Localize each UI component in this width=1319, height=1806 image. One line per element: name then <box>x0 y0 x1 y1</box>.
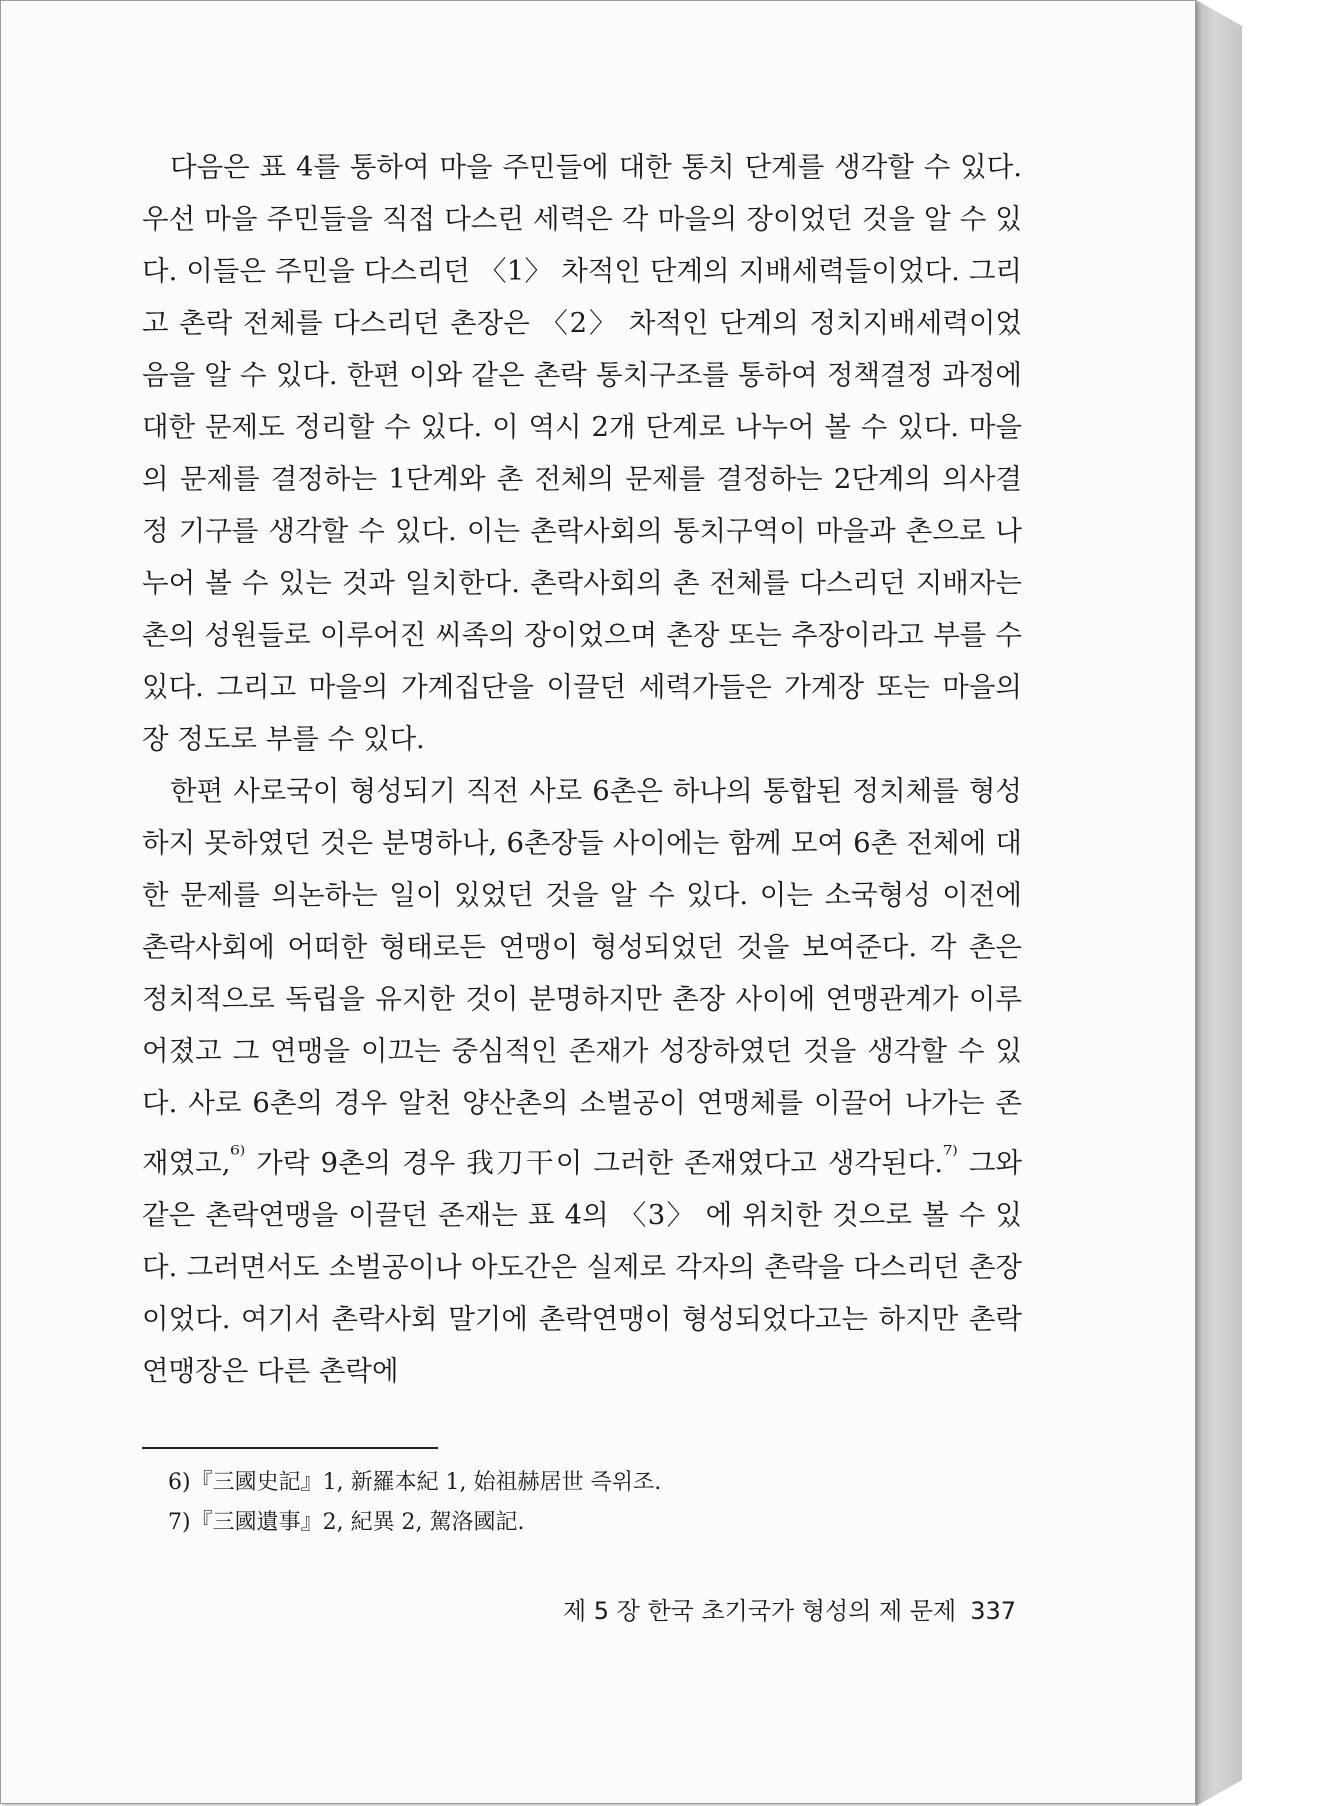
paragraph-1: 다음은 표 4를 통하여 마을 주민들에 대한 통치 단계를 생각할 수 있다. 우선 마을 주민들을 직접 다스린 세력은 각 마을의 장이었던 것을 알 수 있다. 이들은 주민을 다스리던 〈1〉 차적인 단계의 지배세력들이었다. 그리고 촌락 전체를 다스리던 촌장은 〈2〉 차적인 단계의 정치지배세력이었음을 알 수 있다. 한편 이와 같은 촌락 통치구조를 통하여 정책결정 과정에 대한 문제도 정리할 수 있다. 이 역시 2개 단계로 나누어 볼 수 있다. 마을의 문제를 결정하는 1단계와 촌 전체의 문제를 결정하는 2단계의 의사결정 기구를 생각할 수 있다. 이는 촌락사회의 통치구역이 마을과 촌으로 나누어 볼 수 있는 것과 일치한다. 촌락사회의 촌 전체를 다스리던 지배자는 촌의 성원들로 이루어진 씨족의 장이었으며 촌장 또는 추장이라고 부를 수 있다. 그리고 마을의 가계집단을 이끌던 세력가들은 가계장 또는 마을의 장 정도로 부를 수 있다. <box>142 151 1022 755</box>
running-footer <box>561 1591 1016 1626</box>
footnote-divider <box>142 1447 438 1449</box>
page-number: 337 <box>970 1597 1016 1625</box>
footnote-6: 6)『三國史記』1, 新羅本紀 1, 始祖赫居世 즉위조. <box>168 1470 662 1495</box>
paragraph-2-part-2: 가락 9촌의 경우 我刀干이 그러한 존재였다고 생각된다. <box>245 1147 943 1180</box>
chapter-title: 제 5 장 한국 초기국가 형성의 제 문제 <box>562 1597 957 1625</box>
paragraph-2-part-1: 한편 사로국이 형성되기 직전 사로 6촌은 하나의 통합된 정치체를 형성하지 못하였던 것은 분명하나, 6촌장들 사이에는 함께 모여 6촌 전체에 대한 문제를 의논하는 일이 있었던 것을 알 수 있다. 이는 소국형성 이전에 촌락사회에 어떠한 형태로든 연맹이 형성되었던 것을 보여준다. 각 촌은 정치적으로 독립을 유지한 것이 분명하지만 촌장 사이에 연맹관계가 이루어졌고 그 연맹을 이끄는 중심적인 존재가 성장하였던 것을 생각할 수 있다. 사로 6촌의 경우 알천 양산촌의 소벌공이 연맹체를 이끌어 나가는 존재였고, <box>142 775 1022 1180</box>
body-text <box>142 141 1022 1397</box>
paragraph-2 <box>142 765 1022 1397</box>
footnote-7: 7)『三國遺事』2, 紀異 2, 駕洛國記. <box>168 1510 525 1535</box>
footnote-ref-7: ⁷⁾ <box>943 1142 958 1168</box>
footnote-ref-6: ⁶⁾ <box>230 1142 246 1168</box>
paragraph-2-part-3: 그와 같은 촌락연맹을 이끌던 존재는 표 4의 〈3〉 에 위치한 것으로 볼 수 있다. 그러면서도 소벌공이나 아도간은 실제로 각자의 촌락을 다스리던 촌장이었다. 여기서 촌락사회 말기에 촌락연맹이 형성되었다고는 하지만 촌락 연맹장은 다른 촌락에 <box>142 1147 1022 1388</box>
footnotes <box>168 1463 1028 1543</box>
page-stack-edge <box>1196 0 1242 1806</box>
